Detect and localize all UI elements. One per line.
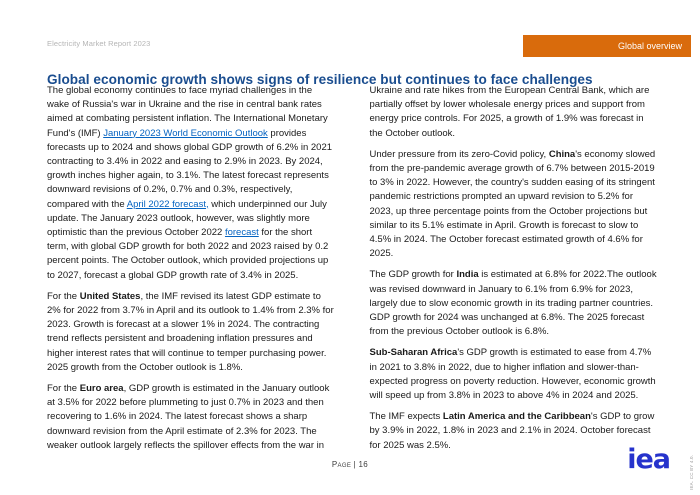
paragraph (370, 84, 659, 141)
hyperlink[interactable]: April 2022 forecast, (126, 198, 209, 210)
report-title: Electricity Market Report 2023 (47, 39, 151, 48)
hyperlink[interactable]: forecast (224, 227, 259, 239)
paragraph (47, 382, 336, 453)
license-credit: IEA. CC BY 4.0. (689, 454, 694, 490)
body-text: For the (47, 383, 80, 395)
right-column (370, 84, 659, 460)
bold-text: Euro area (79, 383, 124, 395)
bold-text: China (548, 148, 576, 160)
body-text: The GDP growth for (369, 269, 457, 281)
paragraph (47, 290, 336, 375)
body-text: For the (47, 290, 80, 302)
paragraph (370, 346, 659, 403)
left-column (47, 84, 336, 460)
body-text: , the IMF revised its latest GDP estimate to 2% for 2022 from 3.7% in April and its outlook to 1.4% from 2.3% for 2023. Growth is forecast at a slower 1% in 2024. The contracting trend reflects persistent and broadening inflation pressures and higher interest rates that will continue to temper purchasing power. 2025 growth from the October outlook is 1.8%. (47, 290, 334, 373)
body-text: Ukraine and rate hikes from the European Central Bank, which are partially offset by lower wholesale energy prices and support from energy price controls. For 2025, a growth of 1.9% was forecast in the October outlook. (369, 85, 650, 139)
paragraph (370, 410, 659, 453)
body-text: 's GDP to grow by 3.9% in 2022, 1.8% in 2023 and 2.1% in 2024. October forecast for 2025 was 2.5%. (369, 411, 655, 451)
bold-text: India (456, 269, 479, 281)
page-title: Global economic growth shows signs of resilience but continues to face challenges (47, 72, 593, 88)
body-text: is estimated at 6.8% for 2022.The outlook was revised downward in January to 6.1% from 6.9% for 2023, largely due to slow economic growth in its trading partner countries. GDP growth for 2024 was unchanged at 6.8%. The 2025 forecast from the previous October outlook is 6.8%. (369, 269, 657, 338)
section-badge (523, 35, 691, 57)
bold-text: United States (79, 290, 141, 302)
page-number: Page | 16 (331, 460, 369, 469)
paragraph (370, 148, 659, 262)
body-text: The global economy continues to face myriad challenges in the wake of Russia's war in Ukraine and the rise in central bank rates aimed at combating persistent inflation. The International Monetary Fund's (IMF) (47, 85, 328, 139)
body-text: 's economy slowed from the pre-pandemic average growth of 6.7% between 2015-2019 to 3% in 2022. However, the country's sudden easing of its stringent pandemic restrictions prompted an upward revision to 5.2% for 2023, up three percentage points from the October projections but similar to its 5.1% estimate in April. Growth is forecast to slow to 4.5% in 2024. The October forecast estimated growth of 4.6% for 2025. (369, 148, 656, 260)
section-badge-label: Global overview (617, 41, 682, 51)
iea-logo: iea (627, 444, 670, 475)
body-text: which underpinned our July update. The January 2023 outlook, however, was slightly more optimistic than the previous October 2022 (47, 198, 327, 239)
paragraph (370, 268, 659, 339)
bold-text: Sub-Saharan Africa (369, 347, 458, 359)
bold-text: Latin America and the Caribbean (442, 411, 591, 423)
paragraph (47, 84, 336, 283)
body-text: 's GDP growth is estimated to ease from 4.7% in 2021 to 3.8% in 2022, due to higher inflation and slower-than-expected progress on poverty reduction. However, economic growth will speed up from 3.8% in 2023 to above 4% in 2024 and 2025. (369, 347, 656, 402)
body-text: provides forecasts up to 2024 and shows global GDP growth of 6.2% in 2021 contracting to 3.4% in 2022 and easing to 2.9% in 2023. By 2024, growth inches higher again, to 3.1%. The latest forecast represents downward revisions of 0.2%, 0.7% and 0.3%, respectively, compared with the (47, 127, 333, 210)
body-text: The IMF expects (369, 411, 443, 423)
hyperlink[interactable]: January 2023 World Economic Outlook (103, 127, 268, 139)
body-columns (47, 84, 658, 460)
body-text: Under pressure from its zero-Covid policy, (369, 148, 549, 160)
body-text: , GDP growth is estimated in the January outlook at 3.5% for 2022 before plummeting to just 0.7% in 2023 and then recovering to 1.6% in 2024. The latest forecast shows a sharp downward revision from the April estimate of 2.3% for 2023. The weaker outlook largely reflects the spillover effects from the war in (47, 383, 330, 451)
body-text: for the short term, with global GDP growth for both 2022 and 2023 raised by 0.2 percent points. The October outlook, which provided projections up to 2027, forecast a global GDP growth rate of 3.4% in 2025. (47, 227, 329, 281)
